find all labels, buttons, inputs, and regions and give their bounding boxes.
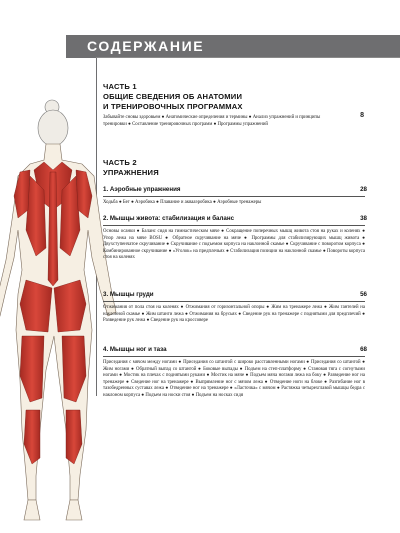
section-title[interactable]: 1. Аэробные упражнения: [103, 186, 181, 193]
section-abdominals[interactable]: [103, 215, 365, 262]
part-title-line: ОБЩИЕ СВЕДЕНИЯ ОБ АНАТОМИИ: [103, 91, 243, 101]
section-description: Ходьба ● Бег ● Аэробика ● Плавание и аквааэробика ● Аэробные тренажеры: [103, 200, 262, 205]
part-2: [103, 158, 363, 178]
part-label: ЧАСТЬ 1: [103, 82, 137, 91]
section-header: [103, 215, 365, 226]
section-header: [103, 186, 365, 197]
section-page-number[interactable]: 28: [360, 186, 367, 193]
part-1: [103, 82, 363, 129]
section-legs-pelvis[interactable]: [103, 346, 365, 399]
part-title-line: УПРАЖНЕНИЯ: [103, 167, 159, 177]
page-title: СОДЕРЖАНИЕ: [87, 38, 205, 54]
section-header: [103, 291, 365, 302]
section-title[interactable]: 2. Мышцы живота: стабилизация и баланс: [103, 215, 235, 222]
section-page-number[interactable]: 56: [360, 291, 367, 298]
section-header: [103, 346, 365, 357]
section-title[interactable]: 3. Мышцы груди: [103, 291, 154, 298]
header-underline: [96, 57, 400, 58]
feet: [24, 500, 82, 520]
hair: [38, 100, 68, 146]
part-description: Забывайте сновы здоровьем ● Анатомические определения и термины ● Анализ упражнений и принципы тренировки ● Составление тренировочных программ ● Программы упражнений: [103, 115, 321, 127]
part-label: ЧАСТЬ 2: [103, 158, 137, 167]
part-page-number[interactable]: 8: [360, 112, 364, 119]
section-description: Основы осанки ● Баланс сидя на гимнастическом мяче ● Сокращение поперечных мышц живота стоя на руках и коленях ● Упор лежа на мяче BOSU ● Обратное скручивание на мяче ● Программы для стабилизирующих мышц живота ● Двухступенчатое скручивание ● Скручивание с подъемом корпуса на наклонной скамье ● Скручивание с поворотом корпуса ● Комбинированное скручивание ● «Уголок» на предплечьях ● Стабилизация позиции на наклонной скамье ● Повороты корпуса стоя на коленях: [103, 229, 365, 260]
section-page-number[interactable]: 38: [360, 215, 367, 222]
section-aerobic[interactable]: [103, 186, 365, 207]
section-title[interactable]: 4. Мышцы ног и таза: [103, 346, 167, 353]
section-chest[interactable]: [103, 291, 365, 325]
section-description: Приседания с мячом между ногами ● Приседания со штангой с широко расставленными ногами ● Приседания со штангой ● Жим ногами ● Обратный выпад со штангой ● Боковые выпады ● Подъем на степ-платформу ● Становая тяга с согнутыми ногами ● Мостик на плечах с поднятыми руками ● Мостик на мяче ● Подъем мяча ногами лежа на боку ● Разведение ног на тренажере ● Сведение ног на тренажере ● Выпрямление ног с мячом лежа ● Отведение ноги на блоке ● Разгибание ног в тазобедренных суставах лежа ● Отведение ног на тренажере ● «Ласточка» с мячом ● Растяжка четырехглавой мышцы бедра с наклоном корпуса ● Подъем на носки стоя ● Подъем на носках сидя: [103, 360, 365, 398]
section-page-number[interactable]: 68: [360, 346, 367, 353]
part-title-line: И ТРЕНИРОВОЧНЫХ ПРОГРАММАХ: [103, 101, 243, 111]
section-description: Отжимания от пола стоя на коленях ● Отжимания от горизонтальной опоры ● Жим на тренажере лежа ● Жим гантелей на наклонной скамье ● Жим штанги лежа ● Отжимания на брусьях ● Сведение рук на тренажере с поднятыми для предплечий ● Разведение рук лежа ● Сведение рук на кроссовере: [103, 305, 365, 323]
